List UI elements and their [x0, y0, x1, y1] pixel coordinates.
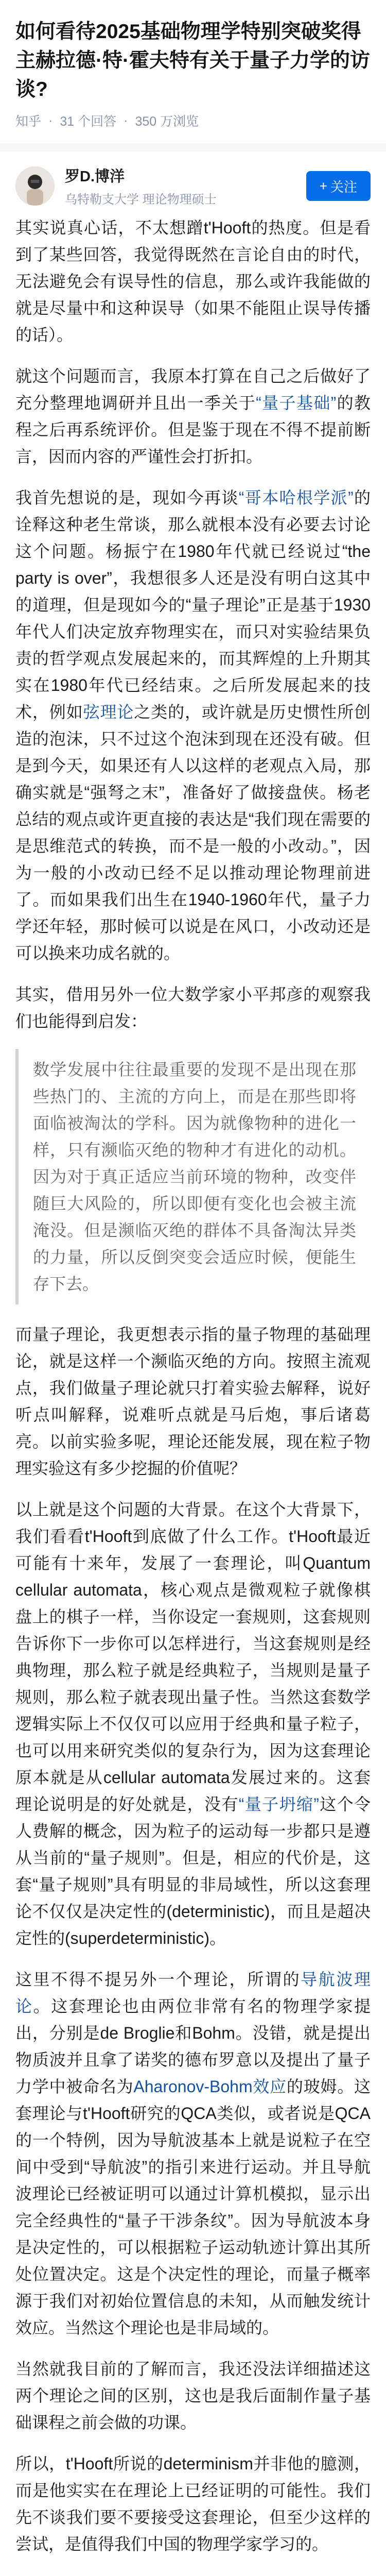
keyword-link[interactable]: 弦理论 — [83, 703, 134, 721]
avatar-image-icon — [15, 166, 55, 206]
blockquote — [15, 1049, 371, 1304]
paragraph-text: 这里不得不提另外一个理论，所谓的 — [15, 1970, 301, 1989]
meta-dot: · — [48, 113, 53, 128]
paragraph-text: 的教程之后再系统评价。但是鉴于现在不得不提前断言，因而内容的严谨性会打折扣。 — [15, 394, 371, 466]
paragraph-text: 以上就是这个问题的大背景。在这个大背景下，我们看看t'Hooft到底做了什么工作。t'Hooft最近可能有十来年，发展了一套理论，叫Quantum cellular automata，核心观点是微观粒子就像棋盘上的棋子一样，当你设定一套规则，这套规则告诉你下一步你可以怎样进行，当这套规则是经典物理，那么粒子就是经典粒子，当规则是量子规则，那么粒子就表现出量子性。当然这套数学逻辑实际上不仅仅可以应用于经典和量子粒子，也可以用来研究类似的复杂行为，因为这套理论原本就是从cellular automata发展过来的。这套理论说明是的好处就是，没有 — [15, 1500, 371, 1814]
paragraph — [15, 2572, 371, 2576]
paragraph — [15, 1496, 371, 1952]
site-name[interactable]: 知乎 — [15, 114, 42, 129]
section-divider — [0, 143, 386, 151]
meta-dot: · — [124, 113, 128, 128]
paragraph: 当然就我目前的了解而言，我还没法详细描述这两个理论之间的区别，这也是我后面制作量子基础课程之前会做的功课。 — [15, 2360, 371, 2432]
keyword-link[interactable]: “量子基础” — [256, 394, 337, 412]
keyword-link[interactable]: Aharonov-Bohm效应 — [133, 2077, 287, 2096]
paragraph: 其实，借用另外一位大数学家小平邦彦的观察我们也能得到启发： — [15, 985, 371, 1030]
paragraph: 其实说真心话，不太想蹭t'Hooft的热度。但是看到了某些回答，我觉得既然在言论自由的时代，无法避免会有误导性的信息，那么或许我能做的就是尽量中和这种误导（如果不能阻止误导传播的话）。 — [15, 218, 371, 344]
question-meta — [15, 111, 371, 130]
view-count: 350 万浏览 — [135, 114, 199, 129]
keyword-link[interactable]: 导航波理论 — [15, 1970, 371, 2015]
follow-label: 关注 — [330, 179, 357, 195]
keyword-link[interactable]: “哥本哈根学派” — [238, 488, 354, 507]
paragraph — [15, 363, 371, 470]
paragraph-text: 。这套理论也由两位非常有名的物理学家提出，分别是de Broglie和Bohm。没错，就是提出物质波并且拿了诺奖的德布罗意以及提出了量子力学中被命名为 — [15, 1997, 371, 2096]
answer-count[interactable]: 31 个回答 — [60, 114, 117, 129]
follow-button[interactable] — [306, 171, 371, 201]
paragraph-text: 就这个问题而言，我原本打算在自己之后做好了充分整理地调研并且出一季关于 — [15, 367, 371, 412]
keyword-link[interactable]: “量子坍缩” — [238, 1795, 319, 1814]
avatar[interactable] — [15, 166, 55, 206]
author-card — [0, 151, 386, 214]
paragraph-text: 我首先想说的是，现如今再谈 — [15, 488, 239, 507]
question-header — [0, 0, 386, 130]
author-name[interactable]: 罗D.博洋 — [65, 168, 125, 185]
plus-icon: + — [319, 178, 327, 194]
paragraph: 所以，t'Hooft所说的determinism并非他的臆测，而是他实实在在理论上已经证明的可能性。我们先不谈我们要不要接受这套理论，但至少这样的尝试，是值得我们中国的物理学家学习的。 — [15, 2454, 371, 2553]
paragraph — [15, 1966, 371, 2341]
question-title[interactable]: 如何看待2025基础物理学特别突破奖得主赫拉德·特·霍夫特有关于量子力学的访谈? — [15, 21, 370, 100]
paragraph: 而量子理论，我更想表示指的量子物理的基础理论，就是这样一个濒临灭绝的方向。按照主流观点，我们做量子理论就只打着实验去解释，说好听点叫解释，说难听点就是马后炮，事后诸葛亮。以前实验多呢，理论还能发展，现在粒子物理实验这有多少挖掘的价值呢？ — [15, 1325, 371, 1478]
answer-content — [0, 214, 386, 2576]
quote-text: 数学发展中往往最重要的发现不是出现在那些热门的、主流的方向上，而是在那些即将面临被淘汰的学科。因为就像物种的进化一样，只有濒临灭绝的物种才有进化的动机。因为对于真正适应当前环境的物种，改变伴随巨大风险的，所以即便有变化也会被主流淹没。但是濒临灭绝的群体不具备淘汰异类的力量，所以反倒突变会适应时候，便能生存下去。 — [33, 1060, 356, 1293]
paragraph-text: 之类的，或许就是历史惯性所创造的泡沫，只不过这个泡沫到现在还没有破。但是到今天，如果还有人以这样的老观点入局，那确实就是“强弩之末”，准备好了做接盘侠。杨老总结的观点或许更直接的表达是“我们现在需要的是思维范式的转换，而不是一般的小改动。”，因为一般的小改动已经不足以推动理论物理前进了。而如果我们出生在1940-1960年代，量子力学还年轻，那时候可以说是在风口，小改动还是可以换来功成名就的。 — [15, 703, 371, 962]
paragraph — [15, 484, 371, 967]
paragraph-text: 的玻姆。这套理论与t'Hooft研究的QCA类似，或者说是QCA的一个特例，因为导航波基本上就是说粒子在空间中受到“导航波”的指引来进行运动。并且导航波理论已经被证明可以通过计算机模拟，显示出完全经典性的“量子干涉条纹”。因为导航波本身是决定性的，可以根据粒子运动轨迹计算出其所处位置决定。这是个决定性的理论，而量子概率源于我们对初始位置信息的未知，从而触发统计效应。当然这个理论也是非局域的。 — [15, 2077, 371, 2337]
paragraph-text: 的诠释这种老生常谈，那么就根本没有必要去讨论这个问题。杨振宁在1980年代就已经说过“the party is over”，我想很多人还是没有明白这其中的道理，但是现如今的“量子理论”正是基于1930年代人们决定放弃物理实在，而只对实验结果负责的哲学观点发展起来的，而其辉煌的上升期其实在1980年代已经结束。之后所发展起来的技术，例如 — [15, 488, 371, 721]
author-bio: 乌特勒支大学 理论物理硕士 — [65, 193, 217, 207]
paragraph-text: 这个令人费解的概念，因为粒子的运动每一步都只是遵从当前的“量子规则”。但是，相应的代价是，这套“量子规则”具有明显的非局域性，所以这套理论不仅仅是决定性的(deterministic)，而且是超决定性的(superdeterministic)。 — [15, 1795, 371, 1947]
author-info — [65, 165, 306, 207]
